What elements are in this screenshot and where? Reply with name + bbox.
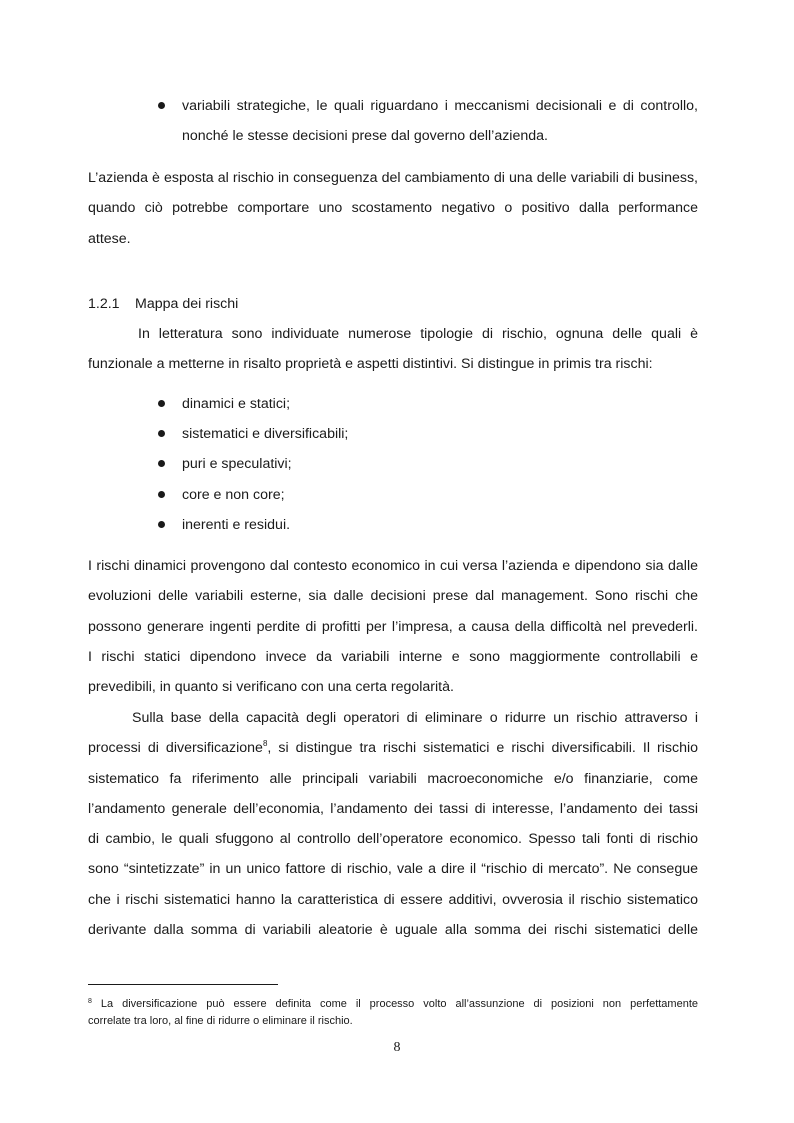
section-number: 1.2.1 — [88, 296, 120, 312]
text-fragment: , si distingue tra rischi sistematici e rischi diversificabili. Il rischio — [267, 740, 699, 757]
paragraph-exposure — [88, 163, 698, 254]
text-line: nonché le stesse decisioni prese dal governo dell’azienda. — [182, 128, 548, 144]
text-line: quando ciò potrebbe comportare uno scostamento negativo o positivo dalla performance — [88, 200, 698, 217]
bullet-dot — [158, 430, 165, 437]
footnote-line: correlate tra loro, al fine di ridurre o eliminare il rischio. — [88, 1015, 353, 1027]
text-line — [88, 733, 698, 763]
section-title: Mappa dei rischi — [135, 296, 239, 312]
paragraph-dynamic-static — [88, 551, 698, 702]
footnote — [88, 993, 698, 1030]
text-line: funzionale a metterne in risalto proprietà e aspetti distintivi. Si distingue in primis tra rischi: — [88, 356, 653, 373]
text-line: di cambio, le quali sfuggono al controllo dell’operatore economico. Spesso tali fonti di rischio — [88, 831, 698, 848]
bullet-dot — [158, 491, 165, 498]
paragraph-systematic — [88, 703, 698, 945]
section-heading — [88, 294, 238, 314]
text-line-content: Sulla base della capacità degli operatori di eliminare o ridurre un rischio attraverso i — [132, 710, 698, 726]
list-item: sistematici e diversificabili; — [182, 426, 349, 442]
bullet-item-strategic — [182, 91, 698, 151]
text-line — [88, 703, 698, 733]
bullet-dot — [158, 521, 165, 528]
footnote-marker: 8 — [88, 998, 92, 1005]
page-number: 8 — [393, 1040, 401, 1055]
list-item: core e non core; — [182, 487, 285, 503]
text-line: prevedibili, in quanto si verificano con una certa regolarità. — [88, 679, 454, 696]
text-line: possono generare ingenti perdite di profitti per l’impresa, a causa della difficoltà nel prevederli. — [88, 618, 698, 635]
footnote-reference[interactable]: 8 — [262, 739, 268, 749]
text-line: I rischi statici dipendono invece da variabili interne e sono maggiormente controllabili e — [88, 648, 698, 665]
text-line: sono “sintetizzate” in un unico fattore di rischio, vale a dire il “rischio di mercato”. Ne consegue — [88, 861, 698, 878]
paragraph-literature — [88, 319, 698, 380]
text-line: attese. — [88, 230, 131, 247]
list-item: inerenti e residui. — [182, 517, 291, 533]
text-line: evoluzioni delle variabili esterne, sia dalle decisioni prese dal management. Sono rischi che — [88, 588, 698, 605]
text-line — [88, 319, 698, 349]
footnote-text: La diversificazione può essere definita come il processo volto all’assunzione di posizioni non perfettamente — [100, 998, 698, 1010]
text-line: I rischi dinamici provengono dal contesto economico in cui versa l’azienda e dipendono sia dalle — [88, 558, 698, 574]
list-item: puri e speculativi; — [182, 456, 292, 472]
list-item: dinamici e statici; — [182, 396, 291, 412]
text-line-content: In letteratura sono individuate numerose tipologie di rischio, ognuna delle quali è — [138, 326, 698, 342]
bullet-dot — [158, 102, 165, 109]
footnote-line — [88, 993, 698, 1013]
text-line: variabili strategiche, le quali riguardano i meccanismi decisionali e di controllo, — [182, 98, 698, 114]
text-fragment: processi di diversificazione — [88, 740, 263, 757]
bullet-dot — [158, 460, 165, 467]
text-line: l’andamento generale dell’economia, l’andamento dei tassi di interesse, l’andamento dei tassi — [88, 800, 698, 817]
text-line: L’azienda è esposta al rischio in conseguenza del cambiamento di una delle variabili di business, — [88, 170, 698, 186]
text-line: derivante dalla somma di variabili aleatorie è uguale alla somma dei rischi sistematici delle — [88, 922, 698, 939]
text-line: sistematico fa riferimento alle principali variabili macroeconomiche e/o finanziarie, come — [88, 770, 698, 787]
text-line: che i rischi sistematici hanno la caratteristica di essere additivi, ovverosia il rischio sistematico — [88, 891, 698, 908]
bullet-dot — [158, 400, 165, 407]
footnote-divider — [88, 984, 278, 985]
